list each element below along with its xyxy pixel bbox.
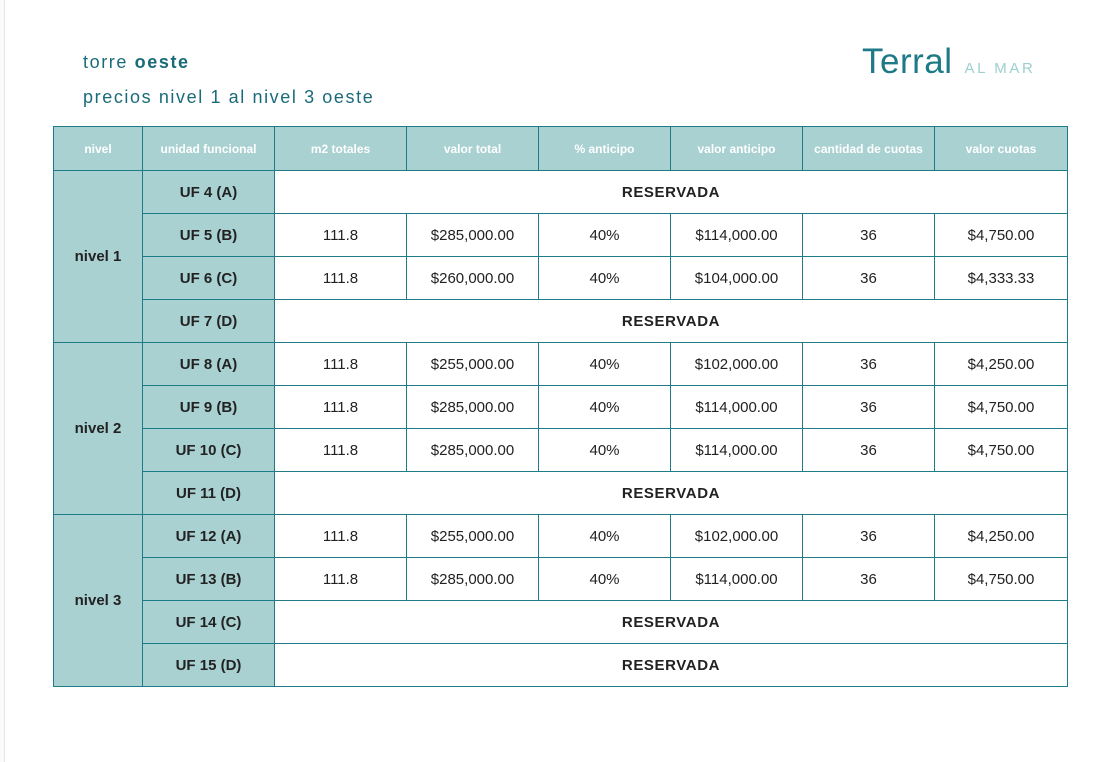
total-cell: $285,000.00 <box>407 386 539 429</box>
col-header-nivel: nivel <box>54 127 143 171</box>
reserved-cell: RESERVADA <box>275 644 1068 687</box>
cuotas-cell: 36 <box>803 214 935 257</box>
valor-cuota-cell: $4,250.00 <box>935 343 1068 386</box>
anticipo-cell: $114,000.00 <box>671 429 803 472</box>
reserved-cell: RESERVADA <box>275 472 1068 515</box>
table-row <box>54 472 1068 515</box>
level-label: nivel 3 <box>54 515 143 687</box>
table-row <box>54 300 1068 343</box>
unit-label: UF 12 (A) <box>143 515 275 558</box>
m2-cell: 111.8 <box>275 429 407 472</box>
col-header-cantidad-cuotas: cantidad de cuotas <box>803 127 935 171</box>
cuotas-cell: 36 <box>803 343 935 386</box>
total-cell: $260,000.00 <box>407 257 539 300</box>
cuotas-cell: 36 <box>803 558 935 601</box>
total-cell: $285,000.00 <box>407 558 539 601</box>
price-table <box>53 126 1068 687</box>
col-header-valor-anticipo: valor anticipo <box>671 127 803 171</box>
level-label: nivel 2 <box>54 343 143 515</box>
terral-logo <box>862 42 1035 82</box>
col-header-valor-cuotas: valor cuotas <box>935 127 1068 171</box>
anticipo-cell: $114,000.00 <box>671 386 803 429</box>
anticipo-cell: $102,000.00 <box>671 343 803 386</box>
unit-label: UF 15 (D) <box>143 644 275 687</box>
m2-cell: 111.8 <box>275 386 407 429</box>
anticipo-cell: $104,000.00 <box>671 257 803 300</box>
logo-sub: AL MAR <box>964 60 1036 77</box>
unit-label: UF 14 (C) <box>143 601 275 644</box>
level-label: nivel 1 <box>54 171 143 343</box>
valor-cuota-cell: $4,750.00 <box>935 558 1068 601</box>
m2-cell: 111.8 <box>275 343 407 386</box>
table-row <box>54 257 1068 300</box>
unit-label: UF 4 (A) <box>143 171 275 214</box>
unit-label: UF 11 (D) <box>143 472 275 515</box>
cuotas-cell: 36 <box>803 429 935 472</box>
page-edge <box>0 0 5 762</box>
cuotas-cell: 36 <box>803 257 935 300</box>
unit-label: UF 7 (D) <box>143 300 275 343</box>
col-header-m2: m2 totales <box>275 127 407 171</box>
table-row <box>54 214 1068 257</box>
table-row <box>54 343 1068 386</box>
unit-label: UF 6 (C) <box>143 257 275 300</box>
pct-cell: 40% <box>539 343 671 386</box>
anticipo-cell: $114,000.00 <box>671 214 803 257</box>
table-header-row <box>54 127 1068 171</box>
reserved-cell: RESERVADA <box>275 300 1068 343</box>
table-row <box>54 429 1068 472</box>
pct-cell: 40% <box>539 257 671 300</box>
pct-cell: 40% <box>539 558 671 601</box>
col-header-valor-total: valor total <box>407 127 539 171</box>
anticipo-cell: $114,000.00 <box>671 558 803 601</box>
anticipo-cell: $102,000.00 <box>671 515 803 558</box>
tower-title <box>83 52 190 73</box>
m2-cell: 111.8 <box>275 558 407 601</box>
col-header-pct-anticipo: % anticipo <box>539 127 671 171</box>
col-header-unidad: unidad funcional <box>143 127 275 171</box>
unit-label: UF 13 (B) <box>143 558 275 601</box>
price-subtitle: precios nivel 1 al nivel 3 oeste <box>83 87 375 107</box>
reserved-cell: RESERVADA <box>275 171 1068 214</box>
pct-cell: 40% <box>539 515 671 558</box>
total-cell: $285,000.00 <box>407 214 539 257</box>
m2-cell: 111.8 <box>275 515 407 558</box>
reserved-cell: RESERVADA <box>275 601 1068 644</box>
table-row <box>54 515 1068 558</box>
pct-cell: 40% <box>539 429 671 472</box>
table-row <box>54 644 1068 687</box>
valor-cuota-cell: $4,750.00 <box>935 429 1068 472</box>
unit-label: UF 9 (B) <box>143 386 275 429</box>
pct-cell: 40% <box>539 386 671 429</box>
unit-label: UF 8 (A) <box>143 343 275 386</box>
m2-cell: 111.8 <box>275 257 407 300</box>
unit-label: UF 5 (B) <box>143 214 275 257</box>
table-row <box>54 601 1068 644</box>
pct-cell: 40% <box>539 214 671 257</box>
valor-cuota-cell: $4,750.00 <box>935 386 1068 429</box>
table-row <box>54 386 1068 429</box>
tower-title-name: oeste <box>134 52 190 72</box>
total-cell: $285,000.00 <box>407 429 539 472</box>
valor-cuota-cell: $4,333.33 <box>935 257 1068 300</box>
unit-label: UF 10 (C) <box>143 429 275 472</box>
table-row <box>54 171 1068 214</box>
logo-brand: Terral <box>862 42 953 81</box>
table-row <box>54 558 1068 601</box>
valor-cuota-cell: $4,250.00 <box>935 515 1068 558</box>
cuotas-cell: 36 <box>803 515 935 558</box>
total-cell: $255,000.00 <box>407 515 539 558</box>
total-cell: $255,000.00 <box>407 343 539 386</box>
cuotas-cell: 36 <box>803 386 935 429</box>
m2-cell: 111.8 <box>275 214 407 257</box>
valor-cuota-cell: $4,750.00 <box>935 214 1068 257</box>
tower-title-prefix: torre <box>83 52 129 72</box>
